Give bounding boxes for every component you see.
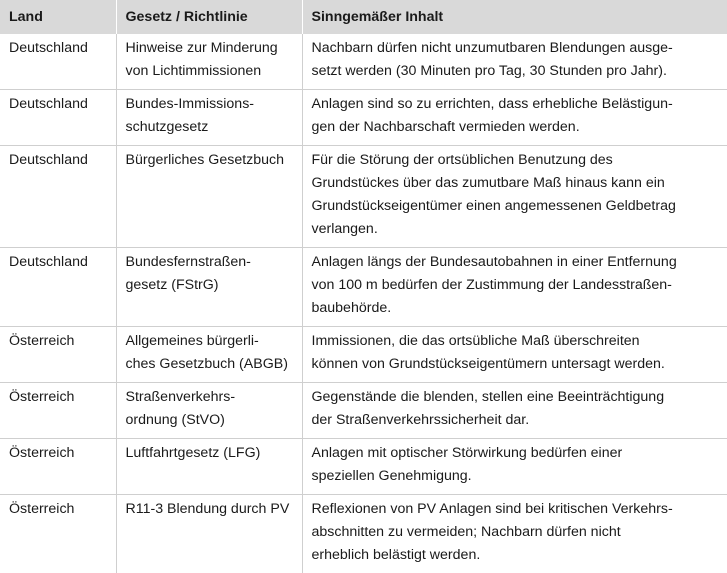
table-body xyxy=(0,34,727,573)
land-text: Österreich xyxy=(9,386,108,409)
content-line: erheblich belästigt werden. xyxy=(312,544,720,567)
content-line: Anlagen sind so zu errichten, dass erhebliche Belästigun- xyxy=(312,93,720,116)
content-line: der Straßenverkehrssicherheit dar. xyxy=(312,409,720,432)
law-line: von Lichtimmissionen xyxy=(126,60,294,83)
law-line: gesetz (FStrG) xyxy=(126,274,294,297)
table-row xyxy=(0,248,727,327)
content-line: Nachbarn dürfen nicht unzumutbaren Blendungen ausge- xyxy=(312,37,720,60)
cell-land xyxy=(0,439,116,495)
content-line: Für die Störung der ortsüblichen Benutzung des xyxy=(312,149,720,172)
table-row xyxy=(0,439,727,495)
cell-law xyxy=(116,383,302,439)
content-line: Gegenstände die blenden, stellen eine Beeinträchtigung xyxy=(312,386,720,409)
land-text: Deutschland xyxy=(9,37,108,60)
table-row xyxy=(0,146,727,248)
law-line: Hinweise zur Minderung xyxy=(126,37,294,60)
law-line: Bundes-Immissions- xyxy=(126,93,294,116)
content-line: können von Grundstückseigentümern untersagt werden. xyxy=(312,353,720,376)
land-text: Österreich xyxy=(9,442,108,465)
cell-land xyxy=(0,383,116,439)
law-line: schutzgesetz xyxy=(126,116,294,139)
content-line: von 100 m bedürfen der Zustimmung der Landesstraßen- xyxy=(312,274,720,297)
land-text: Deutschland xyxy=(9,149,108,172)
content-line: Grundstückseigentümer einen angemessenen Geldbetrag xyxy=(312,195,720,218)
content-line: Anlagen mit optischer Störwirkung bedürfen einer xyxy=(312,442,720,465)
cell-law xyxy=(116,90,302,146)
table-row xyxy=(0,34,727,90)
law-line: Bürgerliches Gesetzbuch xyxy=(126,149,294,172)
law-line: ordnung (StVO) xyxy=(126,409,294,432)
law-line: ches Gesetzbuch (ABGB) xyxy=(126,353,294,376)
cell-content xyxy=(302,327,727,383)
header-row xyxy=(0,0,727,34)
cell-content xyxy=(302,34,727,90)
content-line: abschnitten zu vermeiden; Nachbarn dürfen nicht xyxy=(312,521,720,544)
cell-law xyxy=(116,146,302,248)
cell-content xyxy=(302,383,727,439)
cell-land xyxy=(0,34,116,90)
land-text: Österreich xyxy=(9,330,108,353)
law-line: Allgemeines bürgerli- xyxy=(126,330,294,353)
header-law: Gesetz / Richtlinie xyxy=(116,0,302,34)
cell-content xyxy=(302,248,727,327)
land-text: Deutschland xyxy=(9,93,108,116)
header-content: Sinngemäßer Inhalt xyxy=(302,0,727,34)
cell-land xyxy=(0,495,116,573)
cell-law xyxy=(116,495,302,573)
cell-content xyxy=(302,90,727,146)
content-line: Immissionen, die das ortsübliche Maß überschreiten xyxy=(312,330,720,353)
table-row xyxy=(0,90,727,146)
cell-land xyxy=(0,90,116,146)
cell-content xyxy=(302,146,727,248)
cell-content xyxy=(302,439,727,495)
table-row xyxy=(0,383,727,439)
table-row xyxy=(0,495,727,573)
law-line: Luftfahrtgesetz (LFG) xyxy=(126,442,294,465)
table-header xyxy=(0,0,727,34)
content-line: Grundstückes über das zumutbare Maß hinaus kann ein xyxy=(312,172,720,195)
header-land: Land xyxy=(0,0,116,34)
cell-land xyxy=(0,248,116,327)
land-text: Österreich xyxy=(9,498,108,521)
law-line: Bundesfernstraßen- xyxy=(126,251,294,274)
law-line: R11-3 Blendung durch PV xyxy=(126,498,294,521)
content-line: Anlagen längs der Bundesautobahnen in einer Entfernung xyxy=(312,251,720,274)
land-text: Deutschland xyxy=(9,251,108,274)
cell-land xyxy=(0,146,116,248)
cell-law xyxy=(116,439,302,495)
table-row xyxy=(0,327,727,383)
cell-law xyxy=(116,327,302,383)
content-line: Reflexionen von PV Anlagen sind bei kritischen Verkehrs- xyxy=(312,498,720,521)
content-line: verlangen. xyxy=(312,218,720,241)
content-line: speziellen Genehmigung. xyxy=(312,465,720,488)
cell-land xyxy=(0,327,116,383)
cell-law xyxy=(116,248,302,327)
content-line: setzt werden (30 Minuten pro Tag, 30 Stunden pro Jahr). xyxy=(312,60,720,83)
law-line: Straßenverkehrs- xyxy=(126,386,294,409)
content-line: baubehörde. xyxy=(312,297,720,320)
cell-law xyxy=(116,34,302,90)
cell-content xyxy=(302,495,727,573)
content-line: gen der Nachbarschaft vermieden werden. xyxy=(312,116,720,139)
